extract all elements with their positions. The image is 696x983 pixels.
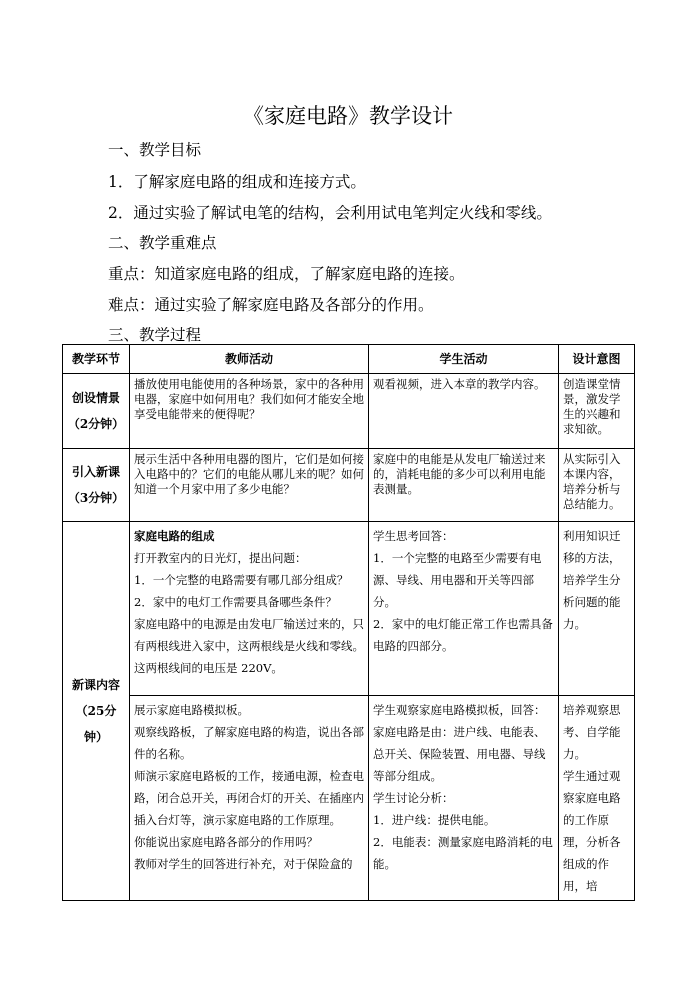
difficult-point: 难点：通过实验了解家庭电路及各部分的作用。 [108, 296, 434, 314]
subsection-title: 家庭电路的组成 [134, 529, 215, 543]
intent-cell [559, 374, 635, 449]
section-heading-process: 三、教学过程 [108, 326, 202, 344]
stage-duration: （3分钟） [67, 491, 125, 505]
stage-duration: （2分钟） [67, 417, 125, 431]
student-text: 1．一个完整的电路至少需要有电源、导线、用电器和开关等四部分。 [373, 551, 542, 609]
teacher-text: 教师对学生的回答进行补充，对于保险盒的 [134, 857, 353, 871]
student-activity-cell [369, 374, 559, 449]
student-text: 学生讨论分析： [373, 791, 454, 805]
header-teacher: 教师活动 [130, 345, 369, 374]
objective-2: 2．通过实验了解试电笔的结构，会利用试电笔判定火线和零线。 [108, 204, 552, 222]
teacher-text: 展示生活中各种用电器的图片，它们是如何接入电路中的？它们的电能从哪儿来的呢？如何知道一个月家中用了多少电能？ [134, 452, 364, 496]
teacher-text: 师演示家庭电路板的工作，接通电源，检查电路，闭合总开关，再闭合灯的开关、在插座内插入台灯等，演示家庭电路的工作原理。 [134, 769, 364, 827]
student-activity-cell [369, 522, 559, 696]
table-header-row [63, 345, 635, 374]
intent-text: 培养观察思考、自学能力。 [563, 703, 621, 761]
student-activity-cell [369, 696, 559, 901]
teacher-text: 播放使用电能使用的各种场景，家中的各种用电器，家庭中如何用电？我们如何才能安全地享受电能带来的便得呢？ [134, 377, 364, 421]
teacher-activity-cell [130, 449, 369, 522]
student-text: 学生观察家庭电路模拟板，回答： [373, 703, 546, 717]
intent-cell [559, 522, 635, 696]
stage-name: 创设情景 [71, 391, 120, 405]
stage-cell [63, 449, 130, 522]
objective-1: 1．了解家庭电路的组成和连接方式。 [108, 173, 366, 191]
student-text: 2．家中的电灯能正常工作也需具备电路的四部分。 [373, 617, 553, 653]
teaching-process-table [62, 344, 635, 901]
teacher-text: 打开教室内的日光灯，提出问题： [134, 551, 307, 565]
intent-cell [559, 696, 635, 901]
section-heading-key-points: 二、教学重难点 [108, 234, 217, 252]
student-text: 1．进户线：提供电能。 [373, 813, 496, 827]
student-text: 观看视频，进入本章的教学内容。 [373, 377, 546, 391]
stage-cell [63, 522, 130, 901]
teacher-activity-cell [130, 696, 369, 901]
teacher-text: 你能说出家庭电路各部分的作用吗？ [134, 835, 318, 849]
table-row [63, 696, 635, 901]
table-row [63, 374, 635, 449]
intent-text: 利用知识迁移的方法，培养学生分析问题的能力。 [563, 529, 621, 631]
table-row [63, 522, 635, 696]
intent-text: 从实际引入本课内容，培养分析与总结能力。 [563, 452, 621, 511]
student-text: 2．电能表：测量家庭电路消耗的电能。 [373, 835, 553, 871]
document-title: 《家庭电路》教学设计 [243, 104, 453, 128]
stage-name: 引入新课 [71, 465, 120, 479]
student-activity-cell [369, 449, 559, 522]
table-row [63, 449, 635, 522]
student-text: 家庭电路是由：进户线、电能表、总开关、保险装置、用电器、导线等部分组成。 [373, 725, 546, 783]
stage-name: 新课内容 [71, 678, 120, 692]
header-stage: 教学环节 [63, 345, 130, 374]
intent-cell [559, 449, 635, 522]
teacher-text: 家庭电路中的电源是由发电厂输送过来的，只有两根线进入家中，这两根线是火线和零线。这两根线间的电压是 220V。 [134, 617, 364, 675]
teacher-text: 2．家中的电灯工作需要具备哪些条件？ [134, 595, 337, 609]
stage-cell [63, 374, 130, 449]
student-text: 家庭中的电能是从发电厂输送过来的，消耗电能的多少可以利用电能表测量。 [373, 452, 546, 496]
header-intent: 设计意图 [559, 345, 635, 374]
header-student: 学生活动 [369, 345, 559, 374]
section-heading-objectives: 一、教学目标 [108, 141, 202, 159]
key-point: 重点：知道家庭电路的组成，了解家庭电路的连接。 [108, 265, 465, 283]
student-text: 学生思考回答： [373, 529, 454, 543]
intent-text: 创造课堂情景，激发学生的兴趣和求知欲。 [563, 377, 621, 436]
teacher-text: 展示家庭电路模拟板。 [134, 703, 249, 717]
intent-text: 学生通过观察家庭电路的工作原理，分析各组成的作用，培 [563, 769, 621, 893]
teacher-activity-cell [130, 374, 369, 449]
teacher-text: 1．一个完整的电路需要有哪几部分组成？ [134, 573, 349, 587]
stage-duration: （25分钟） [75, 704, 117, 744]
teacher-activity-cell [130, 522, 369, 696]
teacher-text: 观察线路板，了解家庭电路的构造，说出各部件的名称。 [134, 725, 364, 761]
